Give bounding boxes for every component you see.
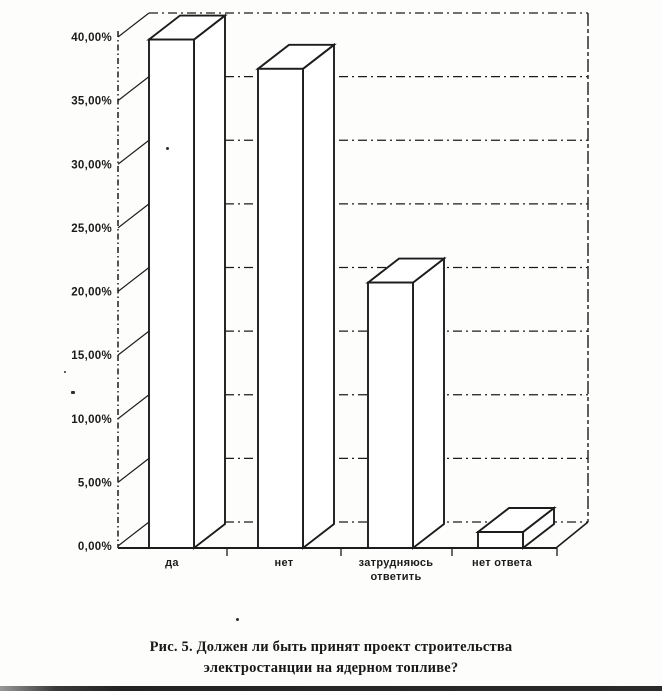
figure-caption bbox=[0, 637, 662, 679]
y-axis-tick-label: 5,00% bbox=[77, 477, 112, 490]
y-axis-tick-label: 30,00% bbox=[71, 159, 112, 172]
scan-speck bbox=[236, 618, 239, 621]
x-axis-category-label: ответить bbox=[370, 571, 422, 583]
y-axis-tick-line bbox=[118, 522, 149, 546]
scan-speck bbox=[166, 147, 169, 150]
floor-right-edge bbox=[556, 522, 588, 548]
y-axis-tick-label: 40,00% bbox=[71, 32, 112, 44]
bar-front-face bbox=[149, 40, 194, 548]
y-axis-tick-label: 20,00% bbox=[71, 286, 112, 299]
chart-bar-2 bbox=[258, 45, 334, 548]
bar-front-face bbox=[478, 532, 523, 548]
y-axis-tick-line bbox=[118, 458, 149, 482]
x-axis-category-label: нет bbox=[274, 557, 294, 569]
y-axis-tick-line bbox=[118, 331, 149, 355]
scan-speck bbox=[64, 371, 66, 373]
y-axis-tick-label: 0,00% bbox=[77, 541, 112, 553]
bar-side-face bbox=[303, 45, 334, 548]
y-axis-tick-label: 10,00% bbox=[71, 413, 112, 426]
bar-side-face bbox=[194, 16, 225, 548]
y-axis-tick-line bbox=[118, 13, 149, 37]
bar-side-face bbox=[413, 259, 444, 548]
y-axis-tick-label: 15,00% bbox=[71, 350, 112, 363]
chart-bar-4 bbox=[478, 508, 554, 548]
y-axis-tick-label: 35,00% bbox=[71, 95, 112, 108]
figure-caption-line1: Рис. 5. Должен ли быть принят проект строительства bbox=[149, 639, 513, 655]
x-axis-category-label: затрудняюсь bbox=[358, 557, 434, 569]
y-axis-tick-label: 25,00% bbox=[71, 222, 112, 235]
x-axis-category-label: да bbox=[165, 557, 179, 569]
chart-bar-1 bbox=[149, 16, 225, 548]
bar-front-face bbox=[368, 283, 413, 548]
y-axis-tick-line bbox=[118, 140, 149, 164]
x-axis-category-label: нет ответа bbox=[472, 557, 532, 569]
chart-bar-3 bbox=[368, 259, 444, 548]
figure-caption-line2: электростанции на ядерном топливе? bbox=[203, 660, 459, 676]
y-axis-tick-line bbox=[118, 77, 149, 101]
y-axis-tick-line bbox=[118, 395, 149, 419]
bar-front-face bbox=[258, 69, 303, 548]
y-axis-tick-line bbox=[118, 268, 149, 292]
scan-artifact-band bbox=[0, 686, 662, 691]
scan-speck bbox=[71, 391, 75, 394]
y-axis-tick-line bbox=[118, 204, 149, 228]
